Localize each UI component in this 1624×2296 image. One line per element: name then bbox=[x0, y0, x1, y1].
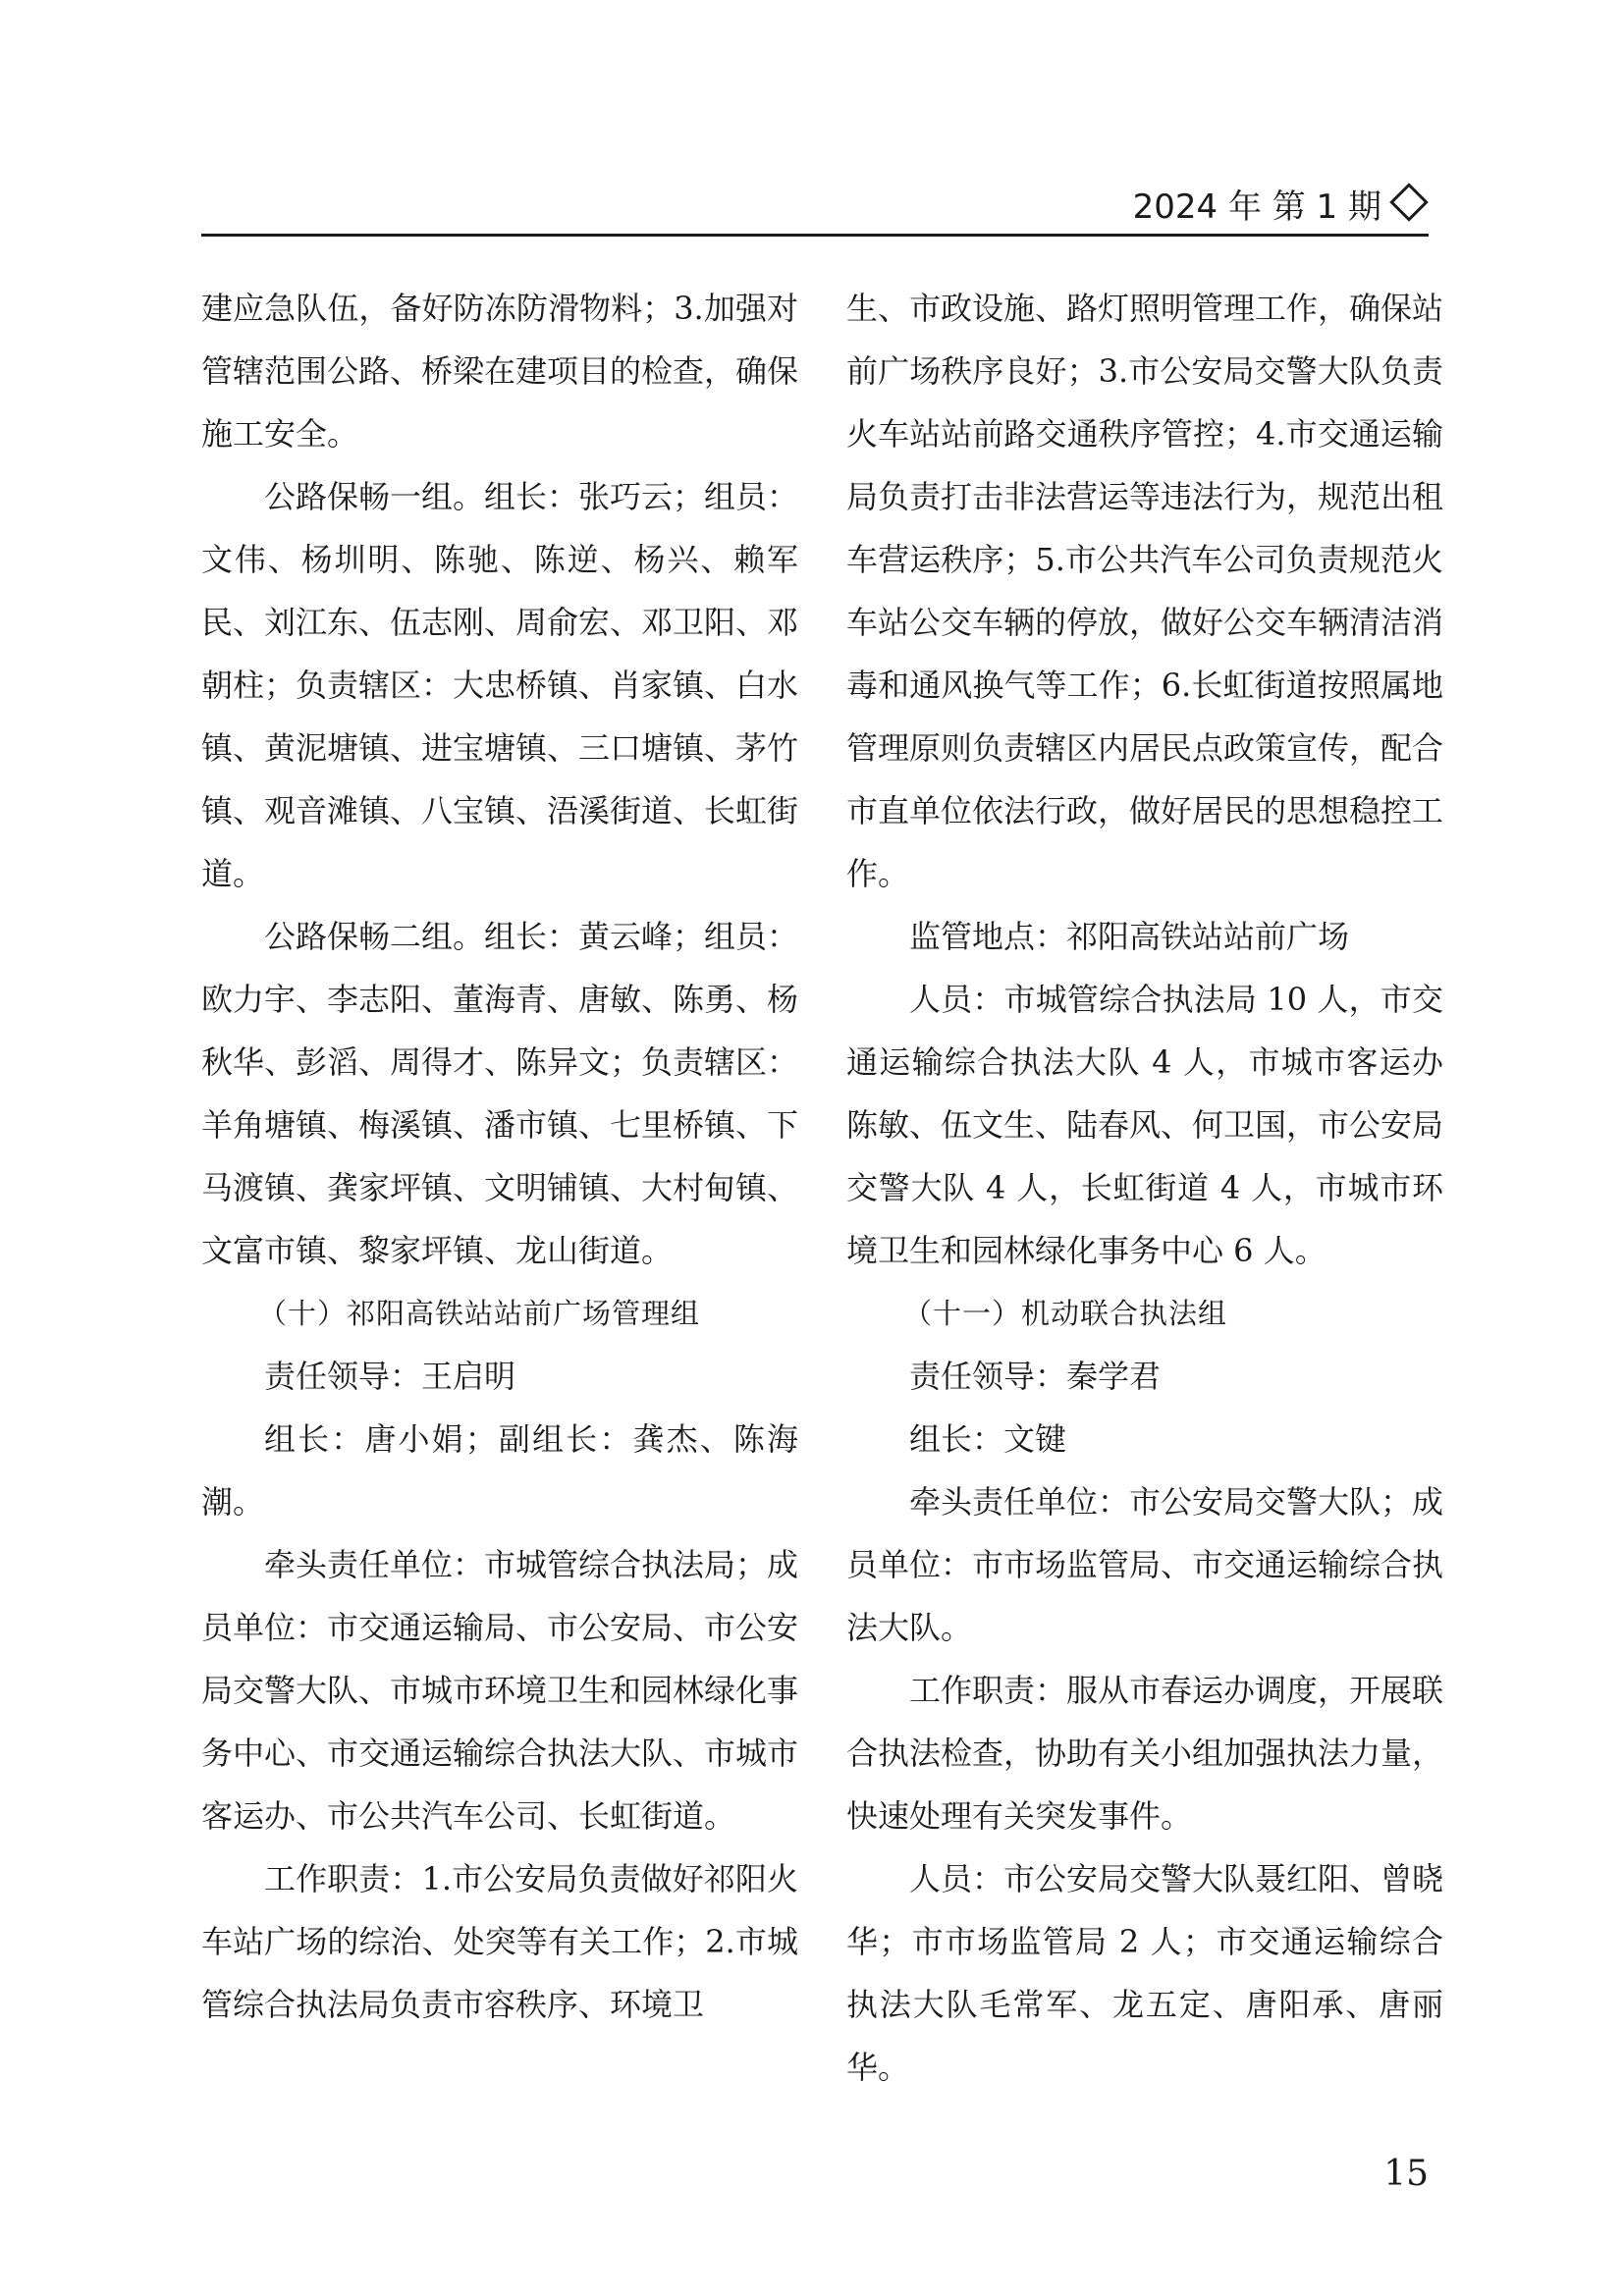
paragraph: 人员：市城管综合执法局 10 人，市交通运输综合执法大队 4 人，市城市客运办陈敏、伍文生、陆春风、何卫国，市公安局交警大队 4 人，长虹街道 4 人，市城市环境卫生和园林绿化事务中心 6 人。 bbox=[846, 981, 1444, 1269]
header-rule bbox=[201, 234, 1429, 237]
paragraph: 生、市政设施、路灯照明管理工作，确保站前广场秩序良好；3.市公安局交警大队负责火车站站前路交通秩序管控；4.市交通运输局负责打击非法营运等违法行为，规范出租车营运秩序；5.市公共汽车公司负责规范火车站公交车辆的停放，做好公交车辆清洁消毒和通风换气等工作；6.长虹街道按照属地管理原则负责辖区内居民点政策宣传，配合市直单位依法行政，做好居民的思想稳控工作。 bbox=[846, 290, 1444, 892]
section-heading: （十一）机动联合执法组 bbox=[903, 1297, 1228, 1330]
paragraph: 工作职责：服从市春运办调度，开展联合执法检查，协助有关小组加强执法力量，快速处理有关突发事件。 bbox=[846, 1672, 1444, 1835]
paragraph: 组长：唐小娟；副组长：龚杰、陈海潮。 bbox=[201, 1420, 798, 1521]
paragraph: 责任领导：秦学君 bbox=[909, 1358, 1162, 1395]
left-column bbox=[201, 277, 798, 2036]
paragraph: 组长：文键 bbox=[909, 1420, 1067, 1458]
section-heading: （十）祁阳高铁站站前广场管理组 bbox=[258, 1297, 701, 1330]
paragraph: 人员：市公安局交警大队聂红阳、曾晓华；市市场监管局 2 人；市交通运输综合执法大队毛常军、龙五定、唐阳承、唐丽华。 bbox=[846, 1860, 1444, 2086]
issue-label: 2024 年 第 1 期 bbox=[1132, 187, 1381, 227]
issue-header bbox=[201, 182, 1429, 233]
paragraph: 牵头责任单位：市公安局交警大队；成员单位：市市场监管局、市交通运输综合执法大队。 bbox=[846, 1483, 1444, 1646]
paragraph: 工作职责：1.市公安局负责做好祁阳火车站广场的综治、处突等有关工作；2.市城管综合执法局负责市容秩序、环境卫 bbox=[201, 1860, 798, 2023]
paragraph: 牵头责任单位：市城管综合执法局；成员单位：市交通运输局、市公安局、市公安局交警大队、市城市环境卫生和园林绿化事务中心、市交通运输综合执法大队、市城市客运办、市公共汽车公司、长虹街道。 bbox=[201, 1546, 799, 1835]
diamond-icon bbox=[1389, 183, 1429, 222]
paragraph: 公路保畅一组。组长：张巧云；组员：文伟、杨圳明、陈驰、陈逆、杨兴、赖军民、刘江东、伍志刚、周俞宏、邓卫阳、邓朝柱；负责辖区：大忠桥镇、肖家镇、白水镇、黄泥塘镇、进宝塘镇、三口塘镇、茅竹镇、观音滩镇、八宝镇、浯溪街道、长虹街道。 bbox=[201, 478, 799, 892]
paragraph: 监管地点：祁阳高铁站站前广场 bbox=[909, 918, 1350, 955]
page-number: 15 bbox=[1383, 2154, 1429, 2194]
paragraph: 建应急队伍，备好防冻防滑物料；3.加强对管辖范围公路、桥梁在建项目的检查，确保施工安全。 bbox=[201, 290, 799, 453]
paragraph: 责任领导：王启明 bbox=[264, 1358, 516, 1395]
paragraph: 公路保畅二组。组长：黄云峰；组员：欧力宇、李志阳、董海青、唐敏、陈勇、杨秋华、彭滔、周得才、陈异文；负责辖区：羊角塘镇、梅溪镇、潘市镇、七里桥镇、下马渡镇、龚家坪镇、文明铺镇、大村甸镇、文富市镇、黎家坪镇、龙山街道。 bbox=[201, 918, 799, 1269]
right-column bbox=[846, 277, 1443, 2099]
